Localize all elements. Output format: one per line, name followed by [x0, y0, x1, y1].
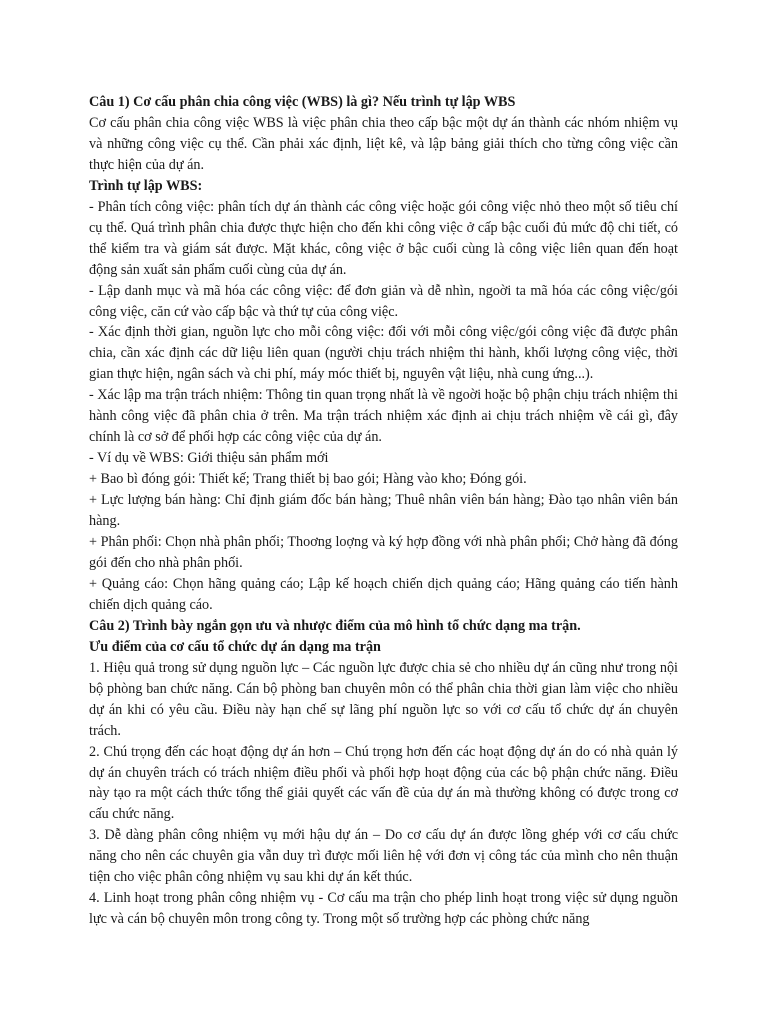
- wbs-step-responsibility-matrix: - Xác lập ma trận trách nhiệm: Thông tin quan trọng nhất là về ngoời hoặc bộ phận chịu trách nhiệm thi hành công việc đã phân chia ở trên. Ma trận trách nhiệm xác định ai chịu trách nhiệm về cái gì, đây chính là cơ sở để phối hợp các công việc của dự án.: [89, 387, 678, 446]
- wbs-example-sales-force: + Lực lượng bán hàng: Chỉ định giám đốc bán hàng; Thuê nhân viên bán hàng; Đào tạo nhân viên bán hàng.: [89, 492, 678, 530]
- wbs-step-catalog: - Lập danh mục và mã hóa các công việc: để đơn giản và dễ nhìn, ngoời ta mã hóa các công việc/gói công việc, căn cứ vào cấp bậc và thứ tự của công việc.: [89, 282, 678, 320]
- advantage-4-paragraph: 4. Linh hoạt trong phân công nhiệm vụ - Cơ cấu ma trận cho phép linh hoạt trong việc sử dụng nguồn lực và cán bộ chuyên môn trong công ty. Trong một số trường hợp các phòng chức năng: [89, 890, 678, 928]
- advantage-2-paragraph: 2. Chú trọng đến các hoạt động dự án hơn – Chú trọng hơn đến các hoạt động dự án do có nhà quản lý dự án chuyên trách có trách nhiệm điều phối và phối hợp hoạt động của các bộ phận chức năng. Điều này tạo ra một cách thức tổng thể giải quyết các vấn đề của dự án mà thường không có được trong cơ cấu chức năng.: [89, 743, 678, 823]
- wbs-definition-paragraph: Cơ cấu phân chia công việc WBS là việc phân chia theo cấp bậc một dự án thành các nhóm nhiệm vụ và những công việc cụ thể. Cần phải xác định, liệt kê, và lập bảng giải thích cho từng công việc cần thực hiện của dự án.: [89, 114, 678, 173]
- advantage-1-paragraph: 1. Hiệu quả trong sử dụng nguồn lực – Các nguồn lực được chia sẻ cho nhiều dự án cũng như trong nội bộ phòng ban chức năng. Cán bộ phòng ban chuyên môn có thể phân chia thời gian làm việc cho nhiều dự án khi có yêu cầu. Điều này hạn chế sự lãng phí nguồn lực so với cơ cấu tổ chức dự án chuyên trách.: [89, 659, 678, 739]
- question-2-heading: Câu 2) Trình bày ngắn gọn ưu và nhược điểm của mô hình tổ chức dạng ma trận.: [89, 617, 581, 634]
- wbs-example-title: - Ví dụ về WBS: Giới thiệu sản phẩm mới: [89, 450, 329, 467]
- wbs-example-packaging: + Bao bì đóng gói: Thiết kế; Trang thiết bị bao gói; Hàng vào kho; Đóng gói.: [89, 471, 527, 488]
- advantage-3-paragraph: 3. Dễ dàng phân công nhiệm vụ mới hậu dự án – Do cơ cấu dự án được lồng ghép với cơ cấu chức năng cho nên các chuyên gia vẫn duy trì được mối liên hệ với đơn vị công tác của mình cho nên thuận tiện cho việc phân công nhiệm vụ sau khi dự án kết thúc.: [89, 827, 678, 886]
- wbs-example-distribution: + Phân phối: Chọn nhà phân phối; Thoơng loợng và ký hợp đồng với nhà phân phối; Chở hàng đã đóng gói đến cho nhà phân phối.: [89, 534, 678, 571]
- wbs-example-advertising: + Quảng cáo: Chọn hãng quảng cáo; Lập kế hoạch chiến dịch quảng cáo; Hãng quảng cáo tiến hành chiến dịch quảng cáo.: [89, 575, 678, 613]
- wbs-step-analysis: - Phân tích công việc: phân tích dự án thành các công việc hoặc gói công việc nhỏ theo một số tiêu chí cụ thể. Quá trình phân chia được thực hiện cho đến khi công việc ở cấp bậc cuối đủ mức độ chi tiết, có thể kiểm tra và giám sát được. Mặt khác, công việc ở bậc cuối cùng là công việc liên quan đến hoạt động sản xuất sản phẩm cuối cùng của dự án.: [89, 198, 678, 278]
- question-1-heading: Câu 1) Cơ cấu phân chia công việc (WBS) là gì? Nếu trình tự lập WBS: [89, 94, 516, 110]
- wbs-step-time-resources: - Xác định thời gian, nguồn lực cho mỗi công việc: đối với mỗi công việc/gói công việc đã được phân chia, cần xác định các dữ liệu liên quan (người chịu trách nhiệm thi hành, khối lượng công việc, thời gian thực hiện, ngân sách và chi phí, máy móc thiết bị, nguyên vật liệu, nhà cung ứng...).: [89, 324, 678, 383]
- wbs-steps-heading: Trình tự lập WBS:: [89, 177, 203, 194]
- document-page: [89, 92, 678, 930]
- matrix-advantages-heading: Ưu điểm của cơ cấu tổ chức dự án dạng ma trận: [89, 638, 381, 655]
